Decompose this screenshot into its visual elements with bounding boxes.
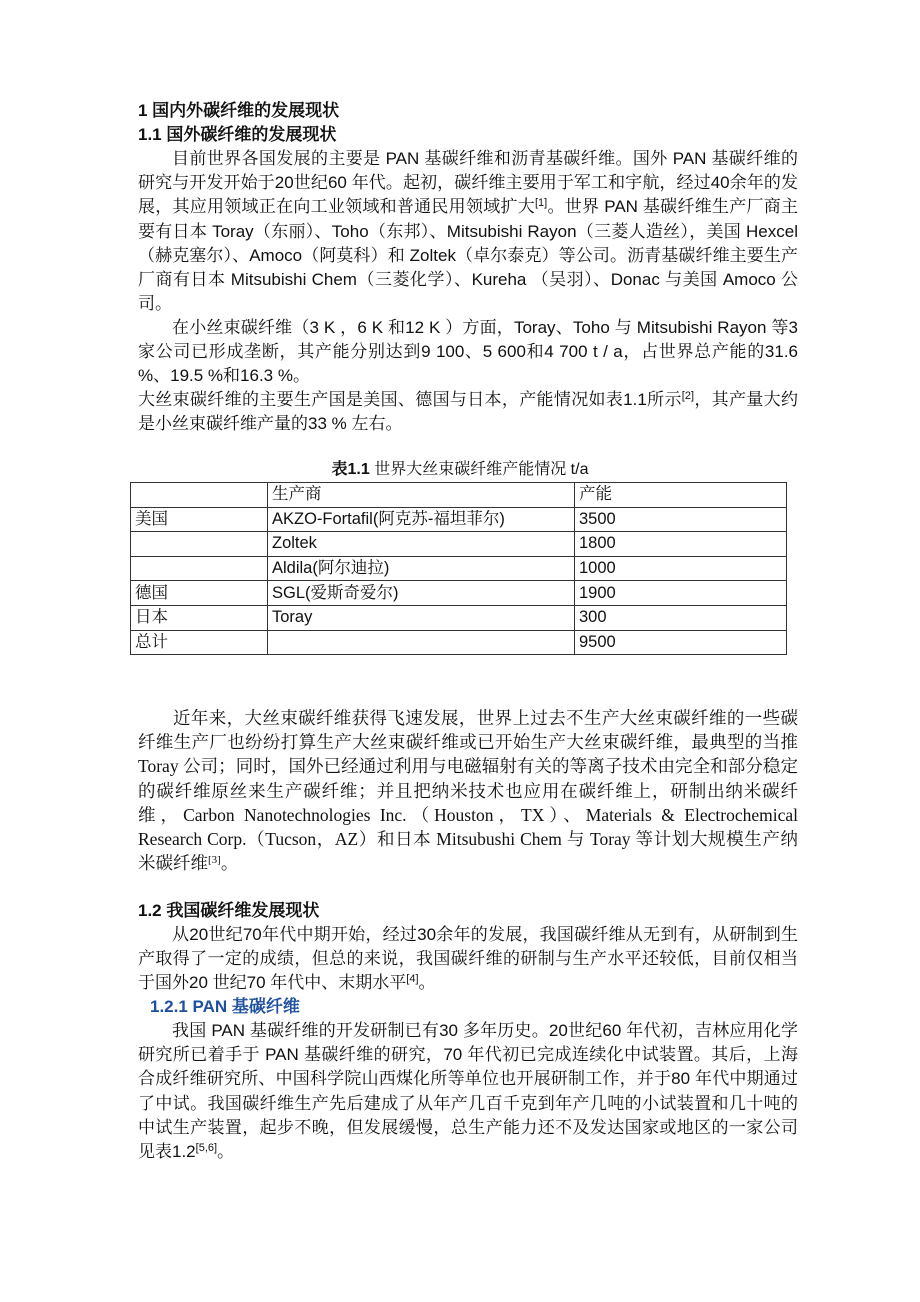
citation-ref: [4]	[406, 973, 419, 986]
table-cell-country: 总计	[131, 630, 268, 655]
paragraph-text: 目前世界各国发展的主要是 PAN 基碳纤维和沥青基碳纤维。国外 PAN 基碳纤维的研究与开发开始于20世纪60 年代。起初，碳纤维主要用于军工和宇航，经过40余年的发展，其应用领域正在向工业领域和普通民用领域扩大	[138, 149, 798, 217]
table-cell-producer	[268, 630, 575, 655]
paragraph-text: 。	[220, 853, 239, 874]
paragraph-small-tow: 在小丝束碳纤维（3 K ，6 K 和12 K ）方面，Toray、Toho 与 Mitsubishi Rayon 等3家公司已形成垄断，其产能分别达到9 100、5 600和4 700 t / a，占世界总产能的31.6 %、19.5 %和16.3 %。	[138, 318, 798, 386]
heading-1: 1 国内外碳纤维的发展现状	[138, 101, 340, 120]
paragraph-text: 我国 PAN 基碳纤维的开发研制已有30 多年历史。20世纪60 年代初，吉林应用化学研究所已着手于 PAN 基碳纤维的研究，70 年代初已完成连续化中试装置。其后，上海合成纤维研究所、中国科学院山西煤化所等单位也开展研制工作，并于80 年代中期通过了中试。我国碳纤维生产先后建成了从年产几百千克到年产几吨的小试装置和几十吨的中试生产装置，起步不晚，但发展缓慢，总生产能力还不及发达国家或地区的一家公司见表1.2	[138, 1021, 798, 1162]
table-cell-country	[131, 532, 268, 557]
table-cell-capacity: 9500	[575, 630, 787, 655]
table-cell-producer: AKZO-Fortafil(阿克苏-福坦菲尔)	[268, 507, 575, 532]
table-row	[131, 507, 787, 532]
heading-1-1: 1.1 国外碳纤维的发展现状	[138, 125, 337, 144]
table-cell-country: 日本	[131, 605, 268, 630]
paragraph-pan-domestic	[138, 1019, 798, 1164]
paragraph-text: 大丝束碳纤维的主要生产国是美国、德国与日本，产能情况如表1.1所示	[138, 390, 682, 409]
citation-ref: [2]	[681, 390, 695, 402]
citation-ref: [3]	[208, 854, 221, 867]
table-cell-producer: Toray	[268, 605, 575, 630]
heading-1-2-1: 1.2.1 PAN 基碳纤维	[150, 997, 300, 1016]
table-header-row	[131, 483, 787, 508]
paragraph-text: ，其产量大约是小丝束碳纤维产量的33 % 左右。	[138, 390, 798, 434]
table-row-total	[131, 630, 787, 655]
table-row	[131, 556, 787, 581]
paragraph-large-tow	[138, 388, 798, 436]
table-number: 表1.1	[331, 461, 370, 478]
paragraph-text: 从20世纪70年代中期开始，经过30余年的发展，我国碳纤维从无到有，从研制到生产取得了一定的成绩，但总的来说，我国碳纤维的研制与生产水平还较低，目前仅相当于国外20 世纪70 年代中、末期水平	[138, 925, 798, 993]
table-cell-producer: Aldila(阿尔迪拉)	[268, 556, 575, 581]
table-row	[131, 605, 787, 630]
table-header-cell: 产能	[575, 483, 787, 508]
table-header-cell: 生产商	[268, 483, 575, 508]
paragraph-text: 。	[217, 1142, 235, 1162]
paragraph-domestic-overview	[138, 923, 798, 996]
citation-ref: [5,6]	[195, 1142, 218, 1155]
table-header-cell	[131, 483, 268, 508]
table-cell-country: 美国	[131, 507, 268, 532]
paragraph-text: 。	[418, 973, 436, 993]
citation-ref: [1]	[534, 197, 548, 210]
table-caption	[130, 458, 790, 482]
paragraph-text: 近年来，大丝束碳纤维获得飞速发展，世界上过去不生产大丝束碳纤维的一些碳纤维生产厂也纷纷打算生产大丝束碳纤维或已开始生产大丝束碳纤维，最典型的当推 Toray 公司；同时，国外已经通过利用与电磁辐射有关的等离子技术由完全和部分稳定的碳纤维原丝来生产碳纤维；并且把纳米技术也应用在碳纤维上，研制出纳米碳纤维，Carbon Nanotechnologies Inc.（Houston，TX）、Materials & Electrochemical Research Corp.（Tucson，AZ）和日本 Mitsubushi Chem 与 Toray 等计划大规模生产纳米碳纤维	[138, 708, 798, 874]
table-row	[131, 581, 787, 606]
table-cell-producer: SGL(爱斯奇爱尔)	[268, 581, 575, 606]
paragraph-text: 。世界 PAN 基碳纤维生产厂商主要有日本 Toray（东丽）、Toho（东邦）、Mitsubishi Rayon（三菱人造丝），美国 Hexcel（赫克塞尔）、Amoco（阿莫科）和 Zoltek（卓尔泰克）等公司。沥青基碳纤维主要生产厂商有日本 Mitsubishi Chem（三菱化学）、Kureha （吴羽）、Donac 与美国 Amoco 公司。	[138, 197, 798, 314]
table-row	[131, 532, 787, 557]
paragraph-foreign-overview	[138, 147, 798, 316]
table-title: 世界大丝束碳纤维产能情况 t/a	[369, 461, 589, 478]
table-cell-capacity: 3500	[575, 507, 787, 532]
capacity-table	[130, 482, 787, 655]
table-cell-country: 德国	[131, 581, 268, 606]
table-cell-capacity: 1900	[575, 581, 787, 606]
table-cell-capacity: 1800	[575, 532, 787, 557]
heading-1-2: 1.2 我国碳纤维发展现状	[138, 901, 320, 920]
table-cell-capacity: 300	[575, 605, 787, 630]
table-cell-country	[131, 556, 268, 581]
table-cell-producer: Zoltek	[268, 532, 575, 557]
table-cell-capacity: 1000	[575, 556, 787, 581]
paragraph-nano-fiber	[138, 706, 798, 875]
